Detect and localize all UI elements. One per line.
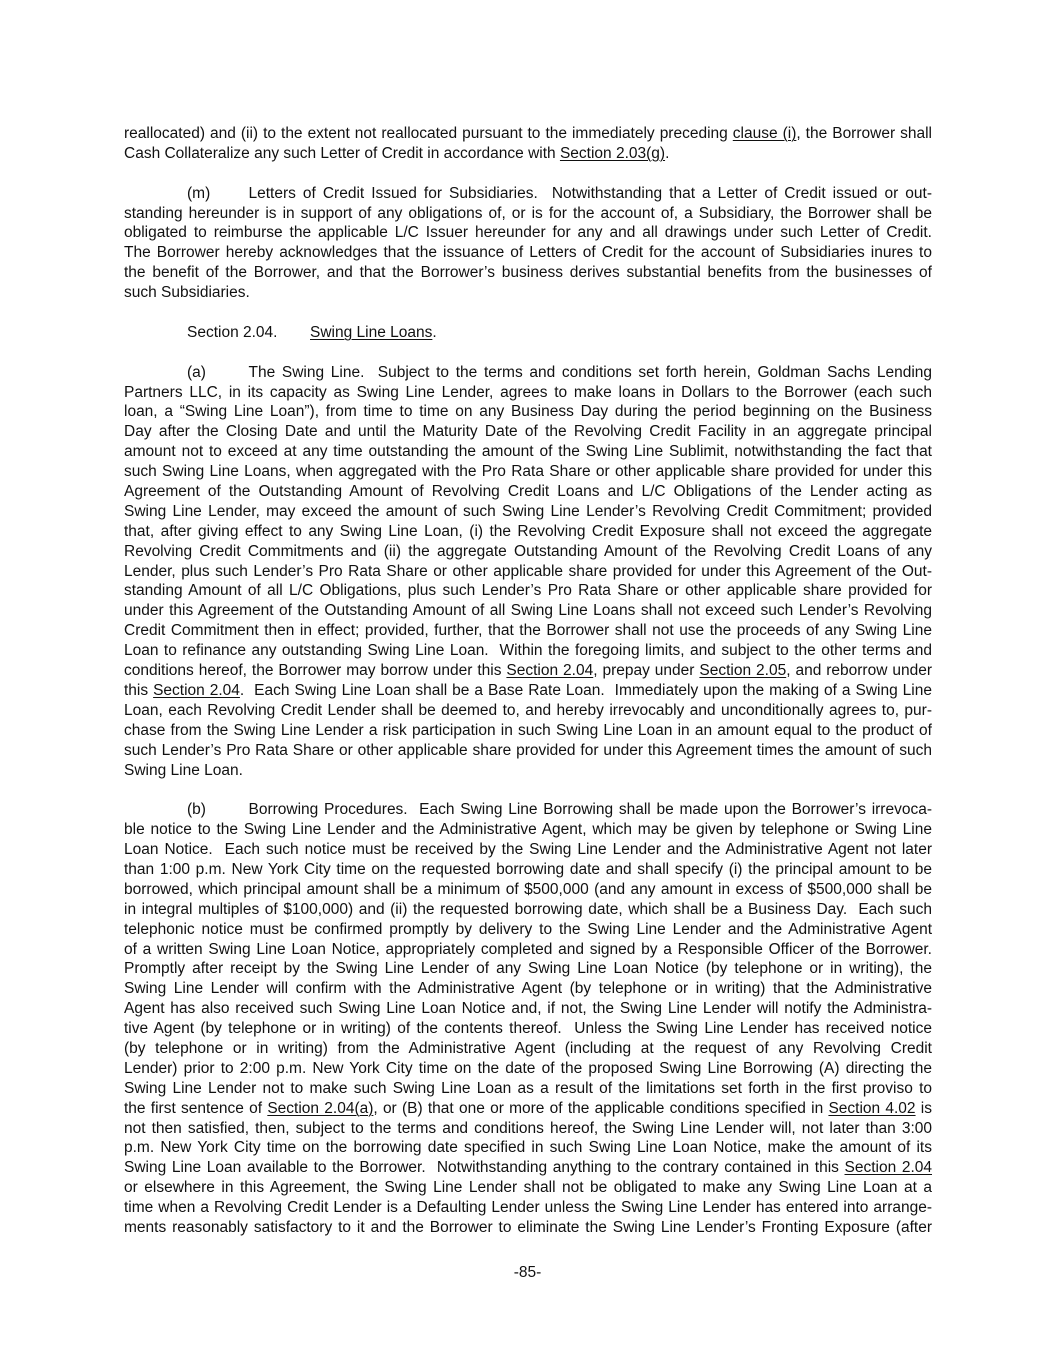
text-line — [124, 959, 932, 979]
text-line — [124, 840, 932, 860]
line-text — [124, 602, 932, 619]
text-run: ments reasonably satisfactory to it and the Borrower to eliminate the Swing Line Lender’s Fronting Exposure (after — [124, 1218, 932, 1236]
text-run: , or (B) that one or more of the applicable conditions specified in — [373, 1099, 829, 1117]
text-line — [124, 581, 932, 601]
text-line — [124, 761, 932, 781]
text-line — [124, 701, 932, 721]
line-text — [124, 1120, 932, 1137]
text-line — [124, 1138, 932, 1158]
line-text — [124, 264, 932, 281]
subsection-a — [124, 363, 932, 781]
text-line — [124, 223, 932, 243]
text-line — [124, 999, 932, 1019]
text-line — [124, 323, 932, 343]
text-line — [124, 820, 932, 840]
line-text — [124, 205, 932, 222]
line-text — [124, 1100, 932, 1117]
text-run: Letters of Credit Issued for Subsidiaries. Notwithstanding that a Letter of Credit issued or out- — [248, 184, 932, 202]
text-line — [124, 462, 932, 482]
line-text — [124, 662, 932, 679]
text-run: the benefit of the Borrower, and that the Borrower’s business derives substantial benefits from the businesses of — [124, 264, 932, 282]
line-text — [124, 1159, 932, 1176]
text-run: Loan, each Revolving Credit Lender shall be deemed to, and hereby irrevocably and unconditionally agrees to, pur- — [124, 701, 932, 719]
line-text — [124, 722, 932, 739]
line-text — [124, 284, 250, 301]
text-run: Swing Line Lender, may exceed the amount of such Swing Line Lender’s Revolving Credit Commitment; provided — [124, 502, 932, 520]
line-text — [310, 324, 437, 341]
line-text — [124, 642, 932, 659]
text-run: Swing Line Lender not to make such Swing Line Loan as a result of the limitations set forth in the first proviso to — [124, 1079, 932, 1097]
text-run: , prepay under — [593, 662, 700, 680]
text-line — [124, 502, 932, 522]
text-line — [124, 422, 932, 442]
text-line — [124, 1059, 932, 1079]
line-text — [124, 960, 932, 977]
document-body — [124, 124, 932, 1258]
line-text — [249, 185, 933, 202]
text-line — [124, 562, 932, 582]
text-line — [124, 1198, 932, 1218]
cross-reference: Section 2.04 — [153, 681, 240, 699]
text-line — [124, 1119, 932, 1139]
text-line — [124, 1178, 932, 1198]
text-line — [124, 979, 932, 999]
line-text — [124, 384, 932, 401]
subsection-b — [124, 800, 932, 1238]
line-text — [124, 563, 932, 580]
text-run: . — [665, 144, 670, 162]
text-run: obligated to reimburse the applicable L/C Issuer hereunder for any and all drawings under such Letter of Credit. — [124, 224, 932, 242]
text-run: Loan to refinance any outstanding Swing Line Loan. Within the foregoing limits, and subject to the other terms and — [124, 642, 932, 660]
section-title: Swing Line Loans — [310, 323, 433, 341]
cross-reference: clause (i) — [732, 125, 797, 142]
line-text — [124, 841, 932, 858]
line-text — [249, 801, 933, 818]
text-run: borrowed, which principal amount shall be a minimum of $500,000 (and any amount in excess of $500,000 shall be — [124, 880, 932, 898]
paragraph-continued — [124, 124, 932, 164]
text-run: Cash Collateralize any such Letter of Credit in accordance with — [124, 144, 560, 162]
subsection-label: (b) — [187, 801, 206, 819]
line-text — [124, 582, 932, 599]
text-line — [124, 601, 932, 621]
text-run: telephonic notice must be confirmed promptly by delivery to the Swing Line Lender and the Administrative Agent — [124, 920, 932, 938]
line-text — [124, 1179, 932, 1196]
line-text — [124, 881, 932, 898]
text-line — [124, 940, 932, 960]
line-text — [124, 543, 932, 560]
line-text — [124, 244, 932, 261]
text-run: Lender) prior to 2:00 p.m. New York City time on the date of the proposed Swing Line Borrowing (A) directing the — [124, 1059, 932, 1077]
line-text — [124, 980, 932, 997]
text-run: p.m. New York City time on the borrowing date specified in such Swing Line Loan Notice, make the amount of its — [124, 1139, 932, 1157]
line-text — [124, 1060, 932, 1077]
text-line — [124, 283, 932, 303]
line-text — [124, 901, 932, 918]
cross-reference: Section 4.02 — [828, 1099, 916, 1117]
text-line — [124, 860, 932, 880]
line-text — [124, 682, 932, 699]
text-run: or elsewhere in this Agreement, the Swing Line Lender shall not be obligated to make any Swing Line Loan at a — [124, 1179, 932, 1197]
text-line — [124, 641, 932, 661]
cross-reference: Section 2.04(a) — [267, 1099, 374, 1117]
cross-reference: Section 2.05 — [699, 662, 787, 680]
cross-reference: Section 2.03(g) — [559, 144, 666, 162]
text-run: Revolving Credit Commitments and (ii) the aggregate Outstanding Amount of the Revolving Credit Loans of any — [124, 542, 932, 560]
text-line — [124, 661, 932, 681]
text-line — [124, 880, 932, 900]
text-line — [124, 1099, 932, 1119]
text-line — [124, 522, 932, 542]
text-run: such Lender’s Pro Rata Share or other applicable share provided for under this Agreement times the amount of such — [124, 741, 932, 759]
text-line — [124, 542, 932, 562]
subsection-label: (m) — [187, 184, 211, 202]
text-run: ble notice to the Swing Line Lender and the Administrative Agent, which may be given by telephone or Swing Line — [124, 821, 932, 839]
text-run: Borrowing Procedures. Each Swing Line Borrowing shall be made upon the Borrower’s irrevoca- — [248, 801, 932, 819]
text-run: The Borrower hereby acknowledges that the issuance of Letters of Credit for the account of Subsidiaries inures to — [124, 244, 932, 262]
text-line — [124, 1079, 932, 1099]
text-run: under this Agreement of the Outstanding Amount of all Swing Line Loans shall not exceed such Lender’s Revolving — [124, 602, 932, 620]
text-run: in integral multiples of $100,000) and (ii) the requested borrowing date, which shall be a Business Day. Each such — [124, 900, 932, 918]
text-run: Promptly after receipt by the Swing Line Lender of any Swing Line Loan Notice (by telephone or in writing), the — [124, 960, 932, 978]
text-line — [124, 1218, 932, 1238]
line-text — [124, 125, 932, 142]
text-run: Swing Line Loan. — [124, 761, 243, 779]
line-text — [124, 145, 669, 162]
text-line — [124, 263, 932, 283]
cross-reference: Section 2.04 — [506, 662, 594, 680]
text-run: Swing Line Lender will confirm with the Administrative Agent (by telephone or in writing) that the Administrative — [124, 980, 932, 998]
text-line — [124, 900, 932, 920]
text-run: , and reborrow under — [786, 662, 932, 680]
text-line — [124, 402, 932, 422]
line-text — [124, 762, 243, 779]
text-run: standing hereunder is in support of any obligations of, or is for the account of, a Subsidiary, the Borrower shall be — [124, 204, 932, 222]
subsection-label: (a) — [187, 363, 206, 381]
text-run: . Each Swing Line Loan shall be a Base Rate Loan. Immediately upon the making of a Swing Line — [239, 681, 932, 699]
text-run: such Swing Line Loans, when aggregated with the Pro Rata Share or other applicable share provided for under this — [124, 463, 932, 481]
text-line — [124, 1019, 932, 1039]
text-line — [124, 800, 932, 820]
line-text — [124, 1199, 932, 1216]
subsection-m — [124, 184, 932, 303]
text-run: Agreement of the Outstanding Amount of Revolving Credit Loans and L/C Obligations of the Lender acting as — [124, 483, 932, 501]
text-line — [124, 1158, 932, 1178]
text-run: (by telephone or in writing) from the Administrative Agent (including at the request of any Revolving Credit — [124, 1039, 932, 1057]
text-run: time when a Revolving Credit Lender is a Defaulting Lender unless the Swing Line Lender has entered into arrange- — [124, 1199, 932, 1217]
line-text — [124, 224, 932, 241]
text-run: that, after giving effect to any Swing Line Loan, (i) the Revolving Credit Exposure shall not exceed the aggregate — [124, 522, 932, 540]
text-line — [124, 144, 932, 164]
text-run: , the Borrower shall — [796, 125, 932, 142]
text-line — [124, 184, 932, 204]
text-run: than 1:00 p.m. New York City time on the requested borrowing date and shall specify (i) the principal amount to be — [124, 860, 932, 878]
line-text — [124, 483, 932, 500]
text-line — [124, 363, 932, 383]
text-line — [124, 1039, 932, 1059]
line-text — [124, 1020, 932, 1037]
line-text — [124, 1139, 932, 1156]
text-line — [124, 442, 932, 462]
line-text — [124, 523, 932, 540]
text-run: tive Agent (by telephone or in writing) of the contents thereof. Unless the Swing Line Lender has received notice — [124, 1020, 932, 1038]
line-text — [124, 941, 932, 958]
line-text — [249, 364, 933, 381]
text-line — [124, 621, 932, 641]
text-run: Swing Line Loan available to the Borrower. Notwithstanding anything to the contrary contained in this — [124, 1159, 845, 1177]
text-run: The Swing Line. Subject to the terms and conditions set forth herein, Goldman Sachs Lending — [248, 363, 932, 381]
text-run: conditions hereof, the Borrower may borrow under this — [124, 662, 507, 680]
line-text — [124, 403, 932, 420]
text-line — [124, 204, 932, 224]
line-text — [124, 1000, 932, 1017]
text-run: such Subsidiaries. — [124, 284, 250, 302]
text-line — [124, 482, 932, 502]
text-run: amount not to exceed at any time outstanding the amount of the Swing Line Sublimit, notwithstanding the fact that — [124, 443, 932, 461]
text-line — [124, 721, 932, 741]
text-run: Partners LLC, in its capacity as Swing Line Lender, agrees to make loans in Dollars to the Borrower (each such — [124, 383, 932, 401]
page-number: -85- — [513, 1264, 542, 1281]
text-line — [124, 741, 932, 761]
text-run: chase from the Swing Line Lender a risk participation in such Swing Line Loan in an amount equal to the product of — [124, 721, 932, 739]
text-run: reallocated) and (ii) to the extent not reallocated pursuant to the immediately preceding — [124, 125, 733, 142]
text-run: this — [124, 681, 154, 699]
line-text — [124, 821, 932, 838]
line-text — [124, 622, 932, 639]
line-text — [124, 742, 932, 759]
text-run: is — [915, 1099, 932, 1117]
text-run: loan, a “Swing Line Loan”), from time to time on any Business Day during the period beginning on the Business — [124, 403, 932, 421]
text-run: the first sentence of — [124, 1099, 268, 1117]
text-line — [124, 920, 932, 940]
text-run: Credit Commitment then in effect; provided, further, that the Borrower shall not use the proceeds of any Swing Line — [124, 622, 932, 640]
text-run: Loan Notice. Each such notice must be received by the Swing Line Lender and the Administrative Agent not later — [124, 841, 932, 859]
line-text — [124, 1219, 932, 1236]
text-line — [124, 383, 932, 403]
line-text — [124, 1040, 932, 1057]
line-text — [124, 702, 932, 719]
text-run: not then satisfied, then, subject to the terms and conditions hereof, the Swing Line Lender will, not later than 3:00 — [124, 1119, 932, 1137]
text-line — [124, 124, 932, 144]
line-text — [124, 921, 932, 938]
text-run: . — [432, 323, 437, 341]
text-run: Lender, plus such Lender’s Pro Rata Share or other applicable share provided for under this Agreement of the Out- — [124, 562, 932, 580]
text-run: of a written Swing Line Loan Notice, appropriately completed and signed by a Responsible Officer of the Borrower. — [124, 940, 932, 958]
section-heading — [124, 323, 932, 343]
cross-reference: Section 2.04 — [844, 1159, 932, 1177]
text-run: Day after the Closing Date and until the Maturity Date of the Revolving Credit Facility in an aggregate principal — [124, 423, 932, 441]
text-run: Agent has also received such Swing Line Loan Notice and, if not, the Swing Line Lender will notify the Administra- — [124, 1000, 932, 1018]
line-text — [124, 443, 932, 460]
line-text — [124, 861, 932, 878]
text-line — [124, 681, 932, 701]
section-number: Section 2.04. — [187, 323, 278, 341]
line-text — [124, 423, 932, 440]
line-text — [124, 503, 932, 520]
line-text — [124, 1080, 932, 1097]
line-text — [124, 463, 932, 480]
text-line — [124, 243, 932, 263]
text-run: standing Amount of all L/C Obligations, plus such Lender’s Pro Rata Share or other applicable share provided for — [124, 582, 932, 600]
